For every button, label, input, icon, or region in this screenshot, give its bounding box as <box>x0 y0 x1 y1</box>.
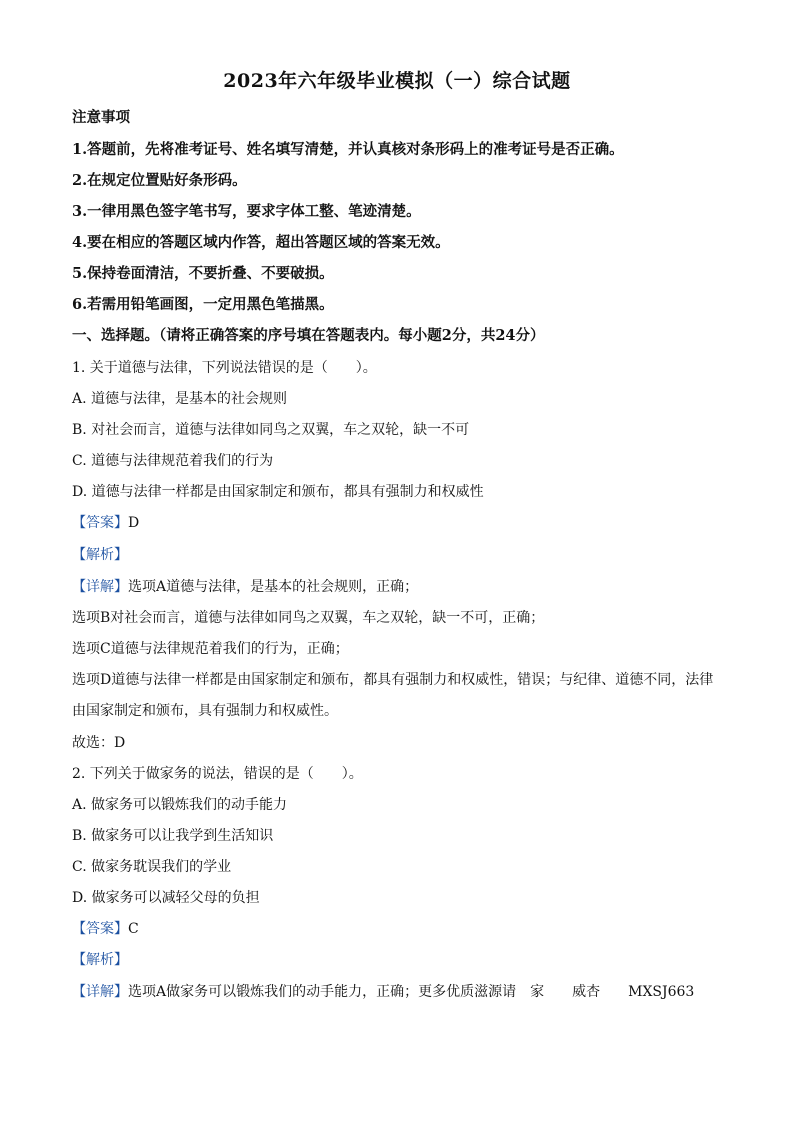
note-item: 2.在规定位置贴好条形码。 <box>72 172 247 189</box>
detail-paragraph: 选项D道德与法律一样都是由国家制定和颁布，都具有强制力和权威性，错误；与纪律、道德不同，法律由国家制定和颁布，具有强制力和权威性。 <box>72 672 714 719</box>
detail-line <box>72 577 418 597</box>
detail-line: 选项C道德与法律规范着我们的行为，正确； <box>72 641 349 657</box>
note-item: 4.要在相应的答题区域内作答，超出答题区域的答案无效。 <box>72 234 450 251</box>
analysis-label <box>72 545 128 565</box>
analysis-label <box>72 950 128 970</box>
option-a: A. 道德与法律，是基本的社会规则 <box>72 391 288 407</box>
detail-label: 【详解】 <box>72 579 128 595</box>
detail-text: 选项A做家务可以锻炼我们的动手能力，正确；更多优质滋源请 家 威杏 MXSJ663 <box>128 984 695 1000</box>
answer-value: C <box>128 921 139 937</box>
detail-label: 【详解】 <box>72 984 128 1000</box>
answer-line <box>72 513 139 533</box>
note-item: 5.保持卷面清洁，不要折叠、不要破损。 <box>72 265 334 282</box>
question-stem: 1. 关于道德与法律，下列说法错误的是（ ）。 <box>72 360 377 376</box>
page-title: 2023年六年级毕业模拟（一）综合试题 <box>223 70 571 92</box>
section-heading: 一、选择题。（请将正确答案的序号填在答题表内。每小题2分，共24分） <box>72 327 545 344</box>
option-a: A. 做家务可以锻炼我们的动手能力 <box>72 797 288 813</box>
option-d: D. 做家务可以减轻父母的负担 <box>72 890 260 906</box>
answer-value: D <box>128 515 140 531</box>
detail-line <box>72 982 694 1002</box>
analysis-label-text: 【解析】 <box>72 547 128 563</box>
conclusion-line: 故选：D <box>72 735 126 751</box>
answer-line <box>72 919 139 939</box>
option-d: D. 道德与法律一样都是由国家制定和颁布，都具有强制力和权威性 <box>72 484 484 500</box>
detail-text: 选项A道德与法律，是基本的社会规则，正确； <box>128 579 419 595</box>
option-c: C. 做家务耽误我们的学业 <box>72 859 232 875</box>
analysis-label-text: 【解析】 <box>72 952 128 968</box>
notes-heading: 注意事项 <box>72 109 130 126</box>
note-item: 3.一律用黑色签字笔书写，要求字体工整、笔迹清楚。 <box>72 203 421 220</box>
answer-label: 【答案】 <box>72 921 128 937</box>
question-stem: 2. 下列关于做家务的说法，错误的是（ ）。 <box>72 766 363 782</box>
option-b: B. 对社会而言，道德与法律如同鸟之双翼，车之双轮，缺一不可 <box>72 422 470 438</box>
option-c: C. 道德与法律规范着我们的行为 <box>72 453 274 469</box>
option-b: B. 做家务可以让我学到生活知识 <box>72 828 274 844</box>
detail-line: 选项B对社会而言，道德与法律如同鸟之双翼，车之双轮，缺一不可，正确； <box>72 610 545 626</box>
note-item: 6.若需用铅笔画图，一定用黑色笔描黑。 <box>72 296 334 313</box>
answer-label: 【答案】 <box>72 515 128 531</box>
note-item: 1.答题前，先将准考证号、姓名填写清楚，并认真核对条形码上的准考证号是否正确。 <box>72 141 624 158</box>
